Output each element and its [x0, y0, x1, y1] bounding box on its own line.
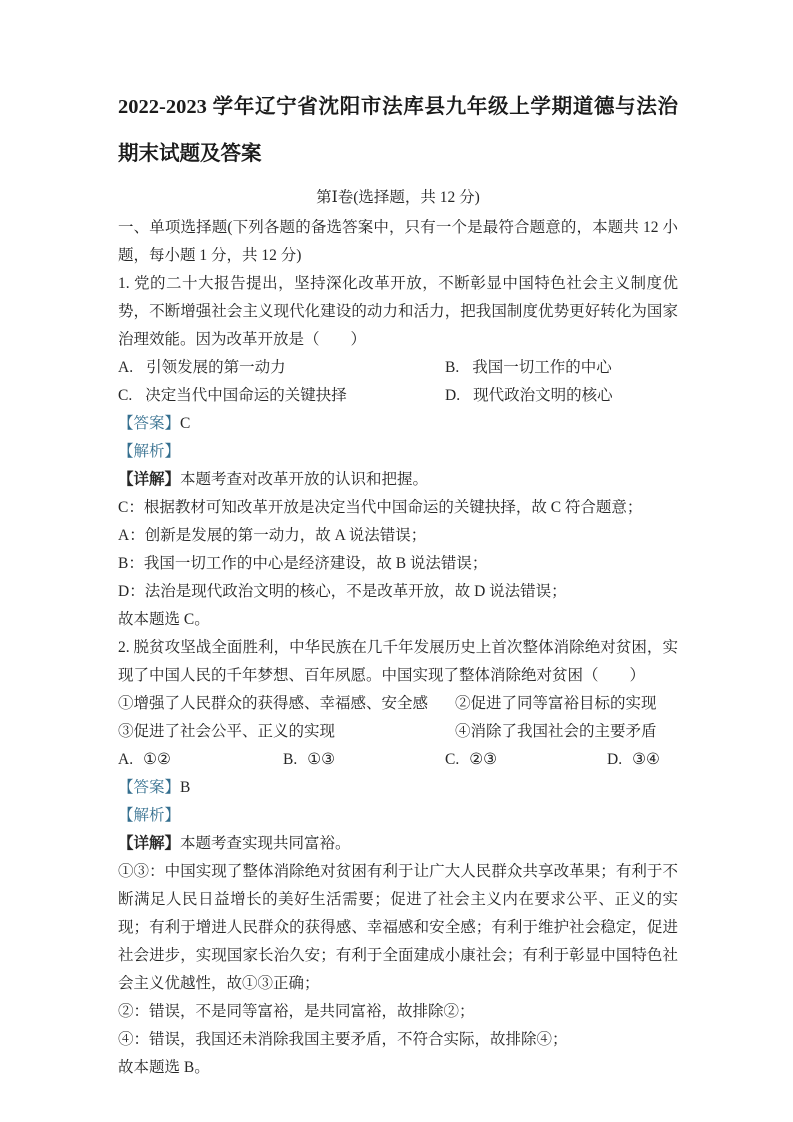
question-2-explanation-13: ①③：中国实现了整体消除绝对贫困有利于让广大人民群众共享改革果；有利于不断满足人民日益增长的美好生活需要；促进了社会主义内在要求公平、正义的实现；有利于增进人民群众的获得感、幸福感和安全感；有利于维护社会稳定，促进社会进步，实现国家长治久安；有利于全面建成小康社会；有利于彰显中国特色社会主义优越性，故①③正确；: [118, 863, 678, 992]
question-2-suboption-2: ②促进了同等富裕目标的实现: [455, 695, 657, 712]
section-intro: 一、单项选择题(下列各题的备选答案中，只有一个是最符合题意的，本题共 12 小题，每小题 1 分，共 12 分): [118, 219, 678, 264]
answer-label: 【答案】: [118, 415, 181, 432]
question-1-option-c: [118, 382, 445, 410]
question-2-suboption-1: ①增强了人民群众的获得感、幸福感、安全感: [118, 695, 429, 712]
question-2-suboption-4: ④消除了我国社会的主要矛盾: [455, 723, 657, 740]
option-d-text: 现代政治文明的核心: [473, 387, 613, 404]
option-a-label: A.: [118, 751, 134, 768]
option-c-label: C.: [118, 387, 133, 404]
question-1-analysis-label: 【解析】: [118, 443, 181, 460]
question-2-option-b: [283, 746, 445, 774]
question-2-suboption-3: ③促进了社会公平、正义的实现: [118, 723, 336, 740]
question-2-suboptions: [118, 690, 678, 746]
document-title: 2022-2023 学年辽宁省沈阳市法库县九年级上学期道德与法治期末试题及答案: [118, 96, 678, 165]
question-2-option-a: [118, 746, 283, 774]
option-c-text: ②③: [469, 751, 498, 768]
question-1-explanation-d: D：法治是现代政治文明的核心，不是改革开放，故 D 说法错误；: [118, 583, 567, 600]
option-a-text: 引领发展的第一动力: [146, 359, 286, 376]
question-2-explanation-2: ②：错误，不是同等富裕，是共同富裕，故排除②；: [118, 1003, 475, 1020]
question-1-stem: 1. 党的二十大报告提出，坚持深化改革开放，不断彰显中国特色社会主义制度优势，不断增强社会主义现代化建设的动力和活力，把我国制度优势更好转化为国家治理效能。因为改革开放是（ ）: [118, 275, 678, 348]
option-a-label: A.: [118, 359, 134, 376]
question-2-conclusion: 故本题选 B。: [118, 1059, 210, 1076]
question-2-detail-intro: 本题考查实现共同富裕。: [180, 835, 351, 852]
question-2-option-c: [445, 746, 607, 774]
question-2-answer-line: [118, 774, 678, 802]
option-b-text: 我国一切工作的中心: [472, 359, 612, 376]
option-b-label: B.: [445, 359, 460, 376]
question-1-option-b: [445, 354, 678, 382]
option-d-text: ③④: [632, 751, 660, 768]
option-b-label: B.: [283, 751, 298, 768]
question-1-options: [118, 354, 678, 410]
question-1-answer-value: C: [180, 415, 191, 432]
question-1-option-d: [445, 382, 678, 410]
question-1-detail-line: [118, 466, 678, 494]
question-2-answer-value: B: [180, 779, 191, 796]
option-c-text: 决定当代中国命运的关键抉择: [145, 387, 347, 404]
option-d-label: D.: [607, 751, 623, 768]
question-2-detail-line: [118, 830, 678, 858]
question-2-options: [118, 746, 678, 774]
question-2-option-d: [607, 746, 678, 774]
section-header: 第Ⅰ卷(选择题，共 12 分): [316, 189, 480, 206]
detail-label: 【详解】: [118, 471, 181, 488]
question-1-conclusion: 故本题选 C。: [118, 611, 210, 628]
question-2-explanation-4: ④：错误，我国还未消除我国主要矛盾，不符合实际，故排除④；: [118, 1031, 568, 1048]
question-1-explanation-b: B：我国一切工作的中心是经济建设，故 B 说法错误；: [118, 555, 488, 572]
option-d-label: D.: [445, 387, 461, 404]
detail-label: 【详解】: [118, 835, 181, 852]
question-1-option-a: [118, 354, 445, 382]
question-2-analysis-label: 【解析】: [118, 807, 181, 824]
answer-label: 【答案】: [118, 779, 181, 796]
question-1-detail-intro: 本题考查对改革开放的认识和把握。: [180, 471, 429, 488]
question-1-explanation-a: A：创新是发展的第一动力，故 A 说法错误；: [118, 527, 427, 544]
document-content: [118, 84, 678, 1082]
question-1-answer-line: [118, 410, 678, 438]
question-2-stem: 2. 脱贫攻坚战全面胜利，中华民族在几千年发展历史上首次整体消除绝对贫困，实现了中国人民的千年梦想、百年夙愿。中国实现了整体消除绝对贫困（ ）: [118, 639, 678, 684]
option-c-label: C.: [445, 751, 460, 768]
option-a-text: ①②: [143, 751, 171, 768]
question-1-explanation-c: C：根据教材可知改革开放是决定当代中国命运的关键抉择，故 C 符合题意；: [118, 499, 643, 516]
option-b-text: ①③: [307, 751, 336, 768]
